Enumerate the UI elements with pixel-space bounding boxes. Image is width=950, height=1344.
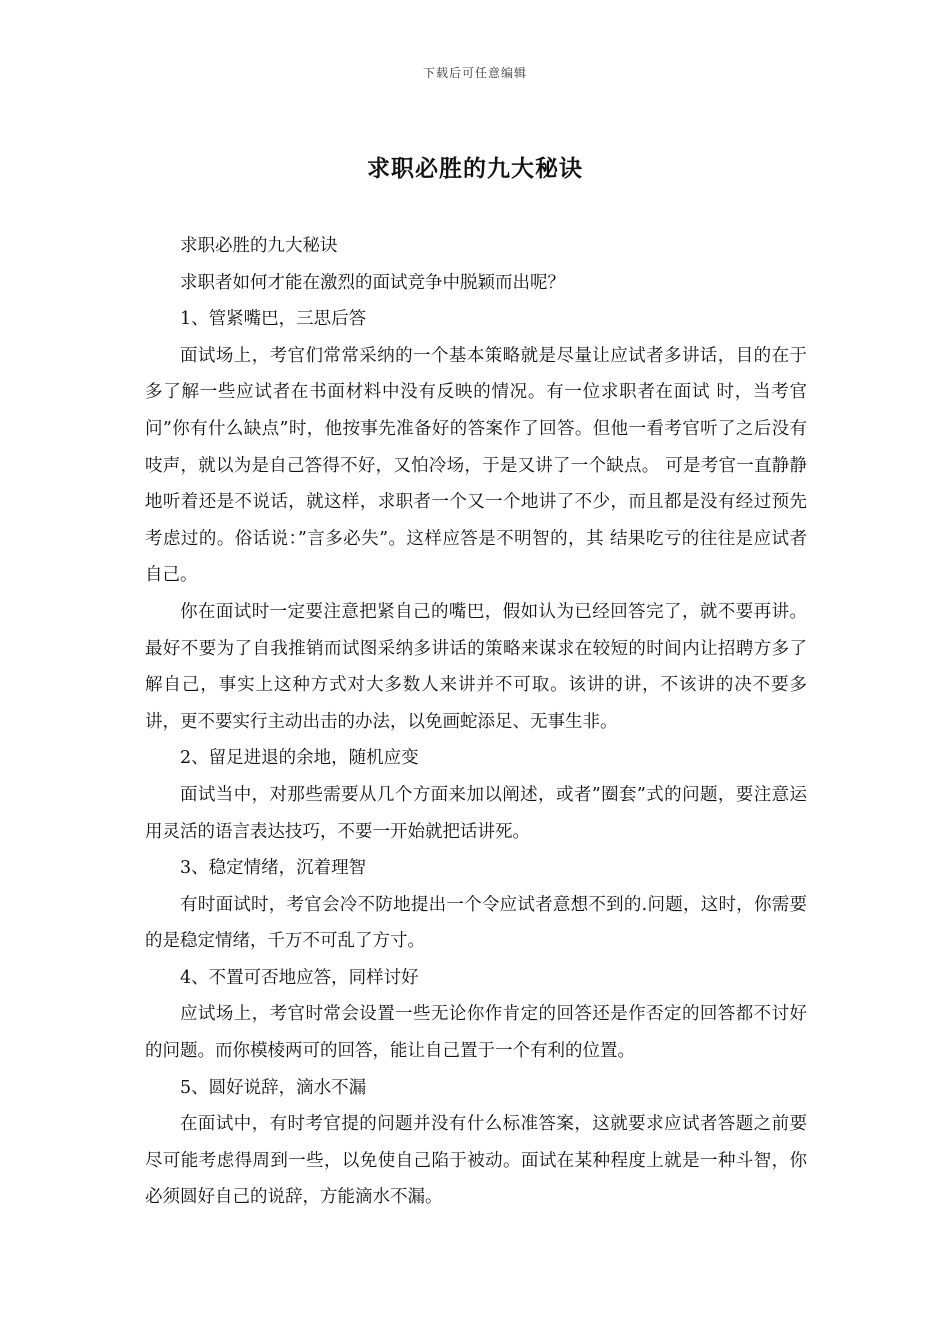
paragraph: 面试场上，考官们常常采纳的一个基本策略就是尽量让应试者多讲话，目的在于多了解一些应试者在书面材料中没有反映的情况。有一位求职者在面试 时，当考官问”你有什么缺点”时，他按事先准备好的答案作了回答。但他一看考官听了之后没有吱声，就以为是自己答得不好，又怕冷场，于是又讲了一个缺点。 可是考官一直静静地听着还是不说话，就这样，求职者一个又一个地讲了不少，而且都是没有经过预先考虑过的。俗话说：”言多必失”。这样应答是不明智的，其 结果吃亏的往往是应试者自己。 [145,345,807,586]
section-heading-1: 1、管紧嘴巴，三思后答 [180,309,367,330]
paragraph: 你在面试时一定要注意把紧自己的嘴巴，假如认为已经回答完了，就不要再讲。最好不要为了自我推销而试图采纳多讲话的策略来谋求在较短的时间内让招聘方多了解自己，事实上这种方式对大多数人来讲并不可取。该讲的讲，不该讲的决不要多讲，更不要实行主动出击的办法，以免画蛇添足、无事生非。 [145,601,807,732]
section-heading-3: 3、稳定情绪，沉着理智 [180,858,367,879]
section-heading-4: 4、不置可否地应答，同样讨好 [180,967,419,988]
paragraph-subtitle: 求职必胜的九大秘诀 [180,236,338,256]
paragraph: 在面试中，有时考官提的问题并没有什么标准答案，这就要求应试者答题之前要尽可能考虑得周到一些，以免使自己陷于被动。面试在某种程度上就是一种斗智，你必须圆好自己的说辞，方能滴水不漏。 [145,1114,807,1208]
paragraph: 面试当中，对那些需要从几个方面来加以阐述，或者”圈套”式的问题，要注意运用灵活的语言表达技巧，不要一开始就把话讲死。 [145,784,807,842]
paragraph-intro-question: 求职者如何才能在激烈的面试竞争中脱颖而出呢？ [180,272,565,293]
paragraph: 有时面试时，考官会冷不防地提出一个令应试者意想不到的.问题，这时，你需要的是稳定情绪，千万不可乱了方寸。 [145,894,807,952]
header-note: 下载后可任意编辑 [422,66,527,80]
section-heading-2: 2、留足进退的余地，随机应变 [180,748,419,769]
document-title: 求职必胜的九大秘诀 [367,155,583,182]
section-heading-5: 5、圆好说辞，滴水不漏 [180,1077,367,1098]
document-body [145,228,807,1216]
paragraph: 应试场上，考官时常会设置一些无论你作肯定的回答还是作否定的回答都不讨好的问题。而你模棱两可的回答，能让自己置于一个有利的位置。 [145,1004,807,1062]
